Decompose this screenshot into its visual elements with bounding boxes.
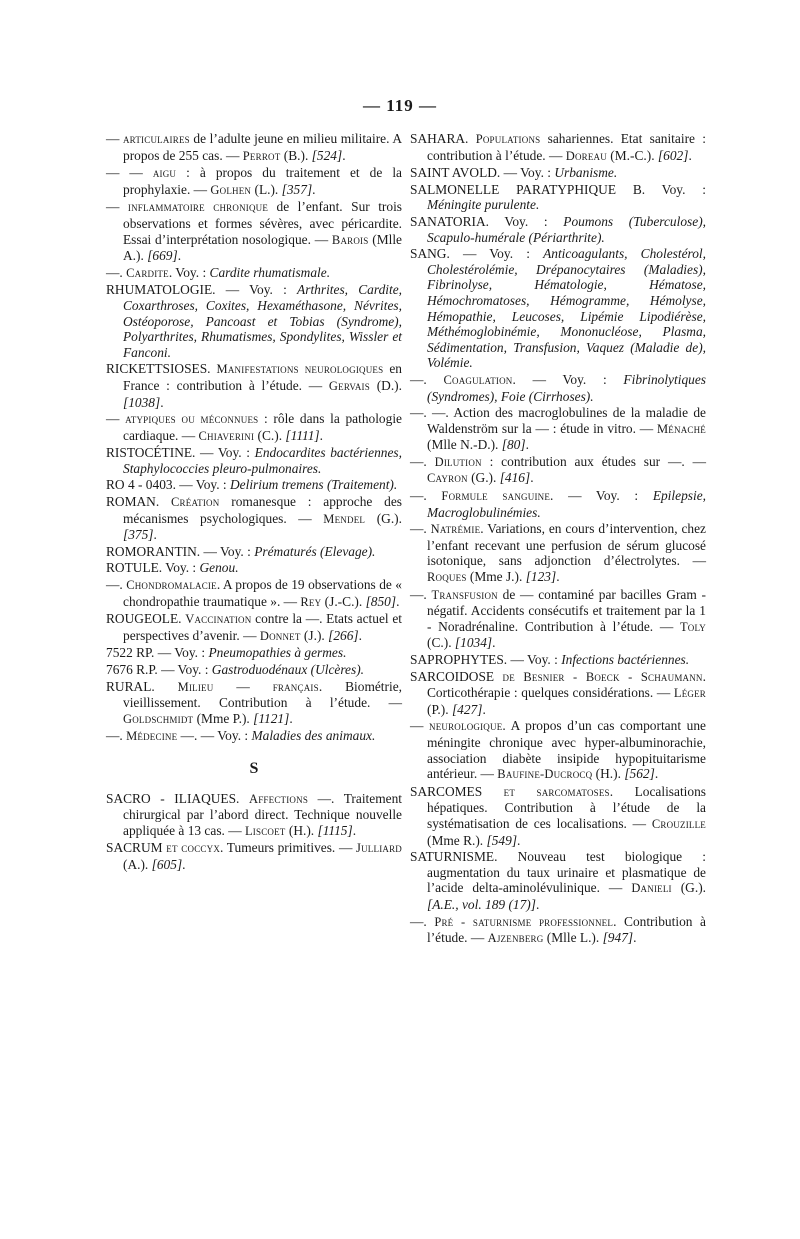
entry-reference: [80] [501, 437, 526, 453]
index-entry [106, 679, 402, 728]
entry-text: . Contribution à l’étude. — [427, 913, 706, 946]
page-number: — 119 — [362, 96, 438, 115]
entry-smallcaps: Rey [300, 594, 322, 609]
index-entry [106, 791, 402, 840]
entry-text: (H.). [285, 822, 318, 838]
entry-reference: [524] [311, 147, 343, 163]
entry-smallcaps: Ménaché [656, 421, 706, 436]
index-entry [410, 521, 706, 585]
entry-text: . [654, 766, 659, 782]
entry-smallcaps: Chondromalacie [126, 578, 217, 593]
entry-text: SANG. — Voy. : [410, 246, 544, 262]
entry-smallcaps: neurologique [429, 719, 503, 734]
entry-text: : à propos du traitement et de la prophylaxie. — [123, 165, 402, 197]
index-entry [410, 454, 706, 487]
index-entry [106, 282, 402, 360]
index-entry [410, 784, 706, 848]
entry-text: RO 4 - 0403. — Voy. : [106, 477, 230, 493]
entry-text: —. [106, 577, 127, 593]
entry-text: SATURNISME. Nouveau test biologique : augmentation du taux urinaire et plasmatique de l’acide delta-aminolévulinique. — [410, 849, 706, 896]
entry-text: en France : contribution à l’étude. — [123, 361, 402, 393]
entry-smallcaps: Goldschmidt [123, 711, 194, 726]
entry-reference: Gastroduodénaux (Ulcères). [211, 662, 365, 677]
entry-reference: Poumons (Tuberculose), Scapulo-humérale (Périarthrite). [427, 213, 706, 245]
index-entry [410, 718, 706, 782]
index-entry [106, 477, 402, 493]
entry-reference: Endocardites bactériennes, Staphylococcies pleuro-pulmonaires. [123, 445, 402, 476]
right-column [410, 131, 706, 948]
entry-text: (Mlle L.). [543, 930, 603, 946]
entry-text: . [319, 427, 323, 443]
entry-text: —. [410, 913, 435, 929]
entry-text: SANATORIA. Voy. : [410, 213, 564, 229]
entry-text: contre la —. Etats actuel et perspectives d’avenir. — [123, 611, 402, 643]
entry-text: . [633, 930, 637, 946]
entry-smallcaps: Léger [673, 686, 706, 701]
entry-smallcaps: et coccyx [166, 841, 221, 856]
entry-reference: [1115] [317, 822, 353, 838]
entry-smallcaps: Transfusion [431, 587, 498, 602]
entry-text: ROTULE. Voy. : [106, 560, 200, 576]
entry-text: . [289, 710, 293, 726]
entry-text: . [482, 701, 486, 717]
entry-reference: [357] [281, 181, 313, 197]
entry-text: ROUGEOLE. [106, 611, 186, 627]
entry-reference: Epilepsie, Macroglobulinémies. [427, 488, 706, 520]
entry-reference: [1111] [285, 427, 320, 443]
entry-text: de — contaminé par bacilles Gram - négatif. Accidents consécutifs et traitement par la 1 - Noradrénaline. Contribution à l’étude. — [427, 586, 706, 634]
entry-smallcaps: et sarcomatoses [503, 784, 610, 799]
entry-reference: Infections bactériennes. [561, 652, 690, 667]
entry-reference: Anticoagulants, Cholestérol, Cholestérolémie, Drépanocytaires (Maladies), Fibrinolyse, Hématologie, Hématose, Hémochromatoses, Hémogramme, Hémolyse, Hémopathie, Leucoses, Lipémie Lipodiérèse, Méthémoglobinémie, Mononucléose, Plasma, Sédimentation, Transfusion, Vaquez (Maladie de), Volémie. [427, 246, 706, 371]
entry-text: . [535, 896, 540, 912]
entry-text: ROMAN. [106, 494, 172, 510]
entry-smallcaps: aigu [152, 166, 177, 181]
index-entry [106, 662, 402, 678]
entry-text: SAHARA. [410, 131, 476, 146]
entry-reference: Cardite rhumatismale. [209, 264, 331, 280]
index-entry [106, 361, 402, 410]
entry-smallcaps: de Besnier - Boeck - Schaumann [502, 669, 703, 684]
entry-smallcaps: Dilution [434, 454, 482, 469]
entry-text: . Corticothérapie : quelques considérations. — [427, 668, 706, 701]
entry-text: de l’adulte jeune en milieu militaire. A propos de 255 cas. — [123, 131, 402, 163]
entry-smallcaps: Crouzille [651, 816, 706, 831]
entry-text: . [358, 627, 362, 643]
index-entry [410, 849, 706, 912]
entry-reference: Maladies des animaux. [251, 728, 376, 744]
entry-smallcaps: Barois [331, 232, 369, 247]
index-entry [410, 214, 706, 245]
entry-reference: [427] [451, 701, 483, 717]
entry-reference: Pneumopathies à germes. [208, 645, 347, 661]
entry-smallcaps: Roques [427, 570, 467, 585]
entry-smallcaps: Création [171, 495, 220, 510]
entry-smallcaps: Doreau [565, 148, 607, 163]
entry-reference: Fibrinolytiques (Syndromes), Foie (Cirrhoses). [427, 371, 706, 404]
entry-smallcaps: Danieli [631, 881, 672, 896]
index-entry [106, 494, 402, 543]
entry-reference: Delirium tremens (Traitement). [230, 477, 398, 493]
entry-smallcaps: Ajzenberg [487, 931, 544, 946]
entry-text: (C.). [254, 427, 286, 443]
entry-reference: Prématurés (Elevage). [254, 543, 376, 559]
entry-smallcaps: Formule sanguine [441, 489, 551, 504]
entry-text: —. [410, 453, 435, 469]
entry-smallcaps: Donnet [259, 628, 301, 643]
entry-text: . [342, 147, 346, 163]
index-entry [410, 246, 706, 371]
entry-text: . [396, 593, 400, 609]
entry-smallcaps: atypiques ou méconnues [125, 412, 259, 427]
index-entry [410, 652, 706, 668]
index-entry [106, 645, 402, 661]
entry-reference: [1038] [123, 394, 161, 410]
entry-text: (G.). [365, 510, 402, 526]
entry-text: (Mlle N.-D.). [427, 437, 502, 453]
entry-reference: Genou. [199, 560, 239, 576]
index-entry [106, 560, 402, 576]
entry-text: sahariennes. Etat sanitaire : contribution à l’étude. — [427, 131, 706, 163]
entry-text: — — [106, 165, 153, 181]
entry-text: (G.). [671, 880, 706, 896]
entry-text: . [153, 527, 157, 543]
left-after-entries [106, 791, 402, 873]
entry-text: — [106, 411, 126, 427]
entry-text: : rôle dans la pathologie cardiaque. — [123, 411, 402, 443]
entry-reference: [850] [365, 593, 397, 609]
entry-text: (M.-C.). [606, 147, 658, 163]
entry-text: — [106, 131, 123, 146]
entry-text: SARCOIDOSE [410, 668, 503, 684]
entry-text: . [556, 569, 560, 585]
entry-text: . A propos de 19 observations de « chondropathie traumatique ». — [123, 577, 402, 609]
entry-text: (A.). [123, 856, 152, 872]
index-entry [410, 131, 706, 164]
entry-text: . [517, 832, 521, 848]
entry-text: . [530, 470, 534, 486]
entry-smallcaps: Pré - saturnisme professionnel [434, 914, 614, 929]
entry-text: . Voy. : [168, 264, 210, 280]
entry-smallcaps: articulaires [122, 132, 190, 146]
entry-smallcaps: français [272, 679, 319, 694]
entry-text: —. [410, 371, 444, 387]
entry-text: (Mme R.). [427, 832, 487, 848]
index-entry [410, 669, 706, 718]
entry-reference: [562] [624, 766, 655, 782]
index-entry [410, 372, 706, 404]
entry-smallcaps: Toly [679, 619, 706, 634]
entry-smallcaps: Baufine-Ducrocq [497, 767, 593, 782]
entry-text: 7522 RP. — Voy. : [106, 645, 209, 661]
entry-text: (C.). [427, 635, 455, 651]
entry-reference: Urbanisme. [554, 165, 618, 181]
entry-text: —. [410, 586, 432, 602]
entry-text: SAINT AVOLD. — Voy. : [410, 165, 555, 181]
entry-smallcaps: Cayron [427, 471, 468, 486]
entry-reference: [A.E., vol. 189 (17)] [427, 896, 536, 912]
right-entries [410, 131, 706, 947]
index-entry [106, 411, 402, 444]
entry-text: . A propos d’un cas comportant une méningite chronique avec hyper-albuminorachie, association diabète insipide hypopituitarisme antérieur. — [427, 718, 706, 782]
entry-text: . [312, 181, 316, 197]
entry-reference: [1034] [454, 635, 493, 651]
entry-text: —. [410, 488, 442, 504]
entry-text: (P.). [427, 701, 452, 717]
entry-text: de l’enfant. Sur trois observations et formes sévères, avec péricardite. Essai d’interprétation nosologique. — [123, 199, 403, 247]
entry-reference: [375] [123, 527, 154, 543]
entry-text: . [525, 437, 529, 453]
entry-text: SAPROPHYTES. — Voy. : [410, 652, 562, 667]
entry-text: (Mlle A.). [123, 231, 402, 264]
section-letter: S [249, 759, 259, 777]
entry-text: —. —. Action des macroglobulines de la maladie de Waldenström sur la — : étude in vitro. — [410, 405, 706, 436]
index-entry [106, 199, 402, 263]
entry-reference: [1121] [253, 710, 290, 726]
index-entry [106, 840, 402, 872]
entry-smallcaps: Affections [248, 791, 309, 806]
index-entry [106, 265, 402, 282]
entry-text: (B.). [280, 147, 312, 163]
entry-text: SACRUM [106, 840, 167, 856]
entry-text: SARCOMES [410, 783, 504, 799]
entry-reference: Arthrites, Cardite, Coxarthroses, Coxites, Hexaméthasone, Névrites, Ostéoporose, Pancoast et Tobias (Syndrome), Polyarthrites, Rhumatismes, Spondylites, Wissler et Fanconi. [123, 282, 402, 360]
index-entry [410, 488, 706, 520]
entry-text: (G.). [467, 470, 500, 486]
entry-text: RURAL. [106, 678, 178, 694]
index-entry [106, 577, 402, 610]
entry-text: RISTOCÉTINE. — Voy. : [106, 445, 255, 461]
entry-text: . [177, 248, 182, 264]
entry-reference: Méningite purulente. [427, 197, 540, 213]
entry-text: 7676 R.P. — Voy. : [106, 662, 212, 677]
entry-smallcaps: Perrot [242, 148, 281, 163]
entry-smallcaps: inflammatoire chronique [127, 200, 269, 215]
entry-smallcaps: Golhen [210, 182, 252, 197]
entry-text: (D.). [369, 377, 402, 393]
entry-text: SALMONELLE PARATYPHIQUE B. Voy. : [410, 181, 706, 197]
index-entry [410, 587, 706, 651]
index-entry [106, 445, 402, 476]
entry-text: . Variations, en cours d’intervention, chez l’enfant recevant une perfusion de sérum glucosé isotonique, sans adjonction d’électrolytes. — [427, 521, 706, 569]
entry-text: —. [106, 728, 127, 744]
entry-text: . [492, 635, 496, 651]
entry-text: . Localisations hépatiques. Contribution à l’étude de la systématisation de ces localisations. — [427, 783, 706, 831]
entry-reference: [669] [147, 248, 178, 264]
entry-text: —. [106, 264, 127, 280]
index-entry [410, 914, 706, 947]
entry-text: . [688, 147, 692, 163]
entry-smallcaps: Cardite [126, 265, 169, 280]
entry-text: —. — Voy. : [177, 728, 252, 744]
entry-text: romanesque : approche des mécanismes psychologiques. — [123, 494, 403, 526]
entry-smallcaps: Coagulation [443, 372, 513, 387]
entry-text: — [213, 678, 273, 694]
index-entry [106, 544, 402, 560]
entry-smallcaps: Vaccination [185, 612, 252, 627]
entry-smallcaps: Mendel [323, 511, 366, 526]
entry-smallcaps: Milieu [177, 679, 214, 694]
entry-text: : contribution aux études sur —. — [481, 453, 706, 469]
index-entry [410, 165, 706, 181]
index-entry [410, 182, 706, 213]
entry-text: RICKETTSIOSES. [106, 361, 217, 377]
entry-text: (H.). [592, 766, 625, 782]
index-entry [410, 405, 706, 453]
entry-smallcaps: Chiaverini [198, 428, 255, 443]
entry-text: . Tumeurs primitives. — [220, 840, 357, 856]
entry-reference: [123] [525, 569, 557, 585]
entry-reference: [602] [657, 147, 689, 163]
entry-text: (Mme P.). [193, 710, 254, 726]
entry-smallcaps: Médecine [126, 729, 178, 744]
entry-text: — [410, 718, 429, 734]
entry-text: . [352, 822, 357, 838]
entry-text: (J.). [300, 627, 329, 643]
left-column [106, 131, 402, 874]
entry-reference: [605] [151, 856, 183, 872]
entry-text: (J.-C.). [321, 593, 366, 609]
entry-smallcaps: Liscoet [244, 823, 286, 838]
entry-text: RHUMATOLOGIE. — Voy. : [106, 282, 298, 298]
entry-smallcaps: Natrémie [430, 522, 481, 537]
entry-text: (L.). [251, 181, 282, 197]
index-entry [106, 728, 402, 745]
entry-smallcaps: Manifestations neurologiques [216, 362, 384, 377]
entry-reference: [266] [328, 627, 359, 643]
entry-text: —. Traitement chirurgical par l’abord direct. Technique nouvelle appliquée à 13 cas. — [123, 790, 402, 838]
entry-text: ROMORANTIN. — Voy. : [106, 543, 255, 559]
entry-text: . — Voy. : [550, 488, 653, 504]
index-entry [106, 611, 402, 644]
entry-reference: [947] [602, 930, 634, 946]
index-entry [106, 131, 402, 164]
entry-smallcaps: Julliard [356, 841, 402, 856]
index-entry [106, 165, 402, 198]
entry-text: . Biométrie, vieillissement. Contribution à l’étude. — [123, 678, 402, 711]
entry-text: — [106, 199, 128, 215]
entry-text: . [160, 394, 164, 410]
entry-smallcaps: Gervais [328, 378, 370, 393]
entry-text: (Mme J.). [466, 569, 526, 585]
entry-reference: [549] [486, 832, 518, 848]
entry-reference: [416] [499, 470, 531, 486]
entry-text: —. [410, 521, 431, 537]
left-entries [106, 131, 402, 745]
entry-text: . [182, 856, 186, 872]
entry-text: . — Voy. : [512, 371, 624, 387]
entry-text: SACRO - ILIAQUES. [106, 790, 249, 806]
entry-smallcaps: Populations [475, 132, 541, 146]
